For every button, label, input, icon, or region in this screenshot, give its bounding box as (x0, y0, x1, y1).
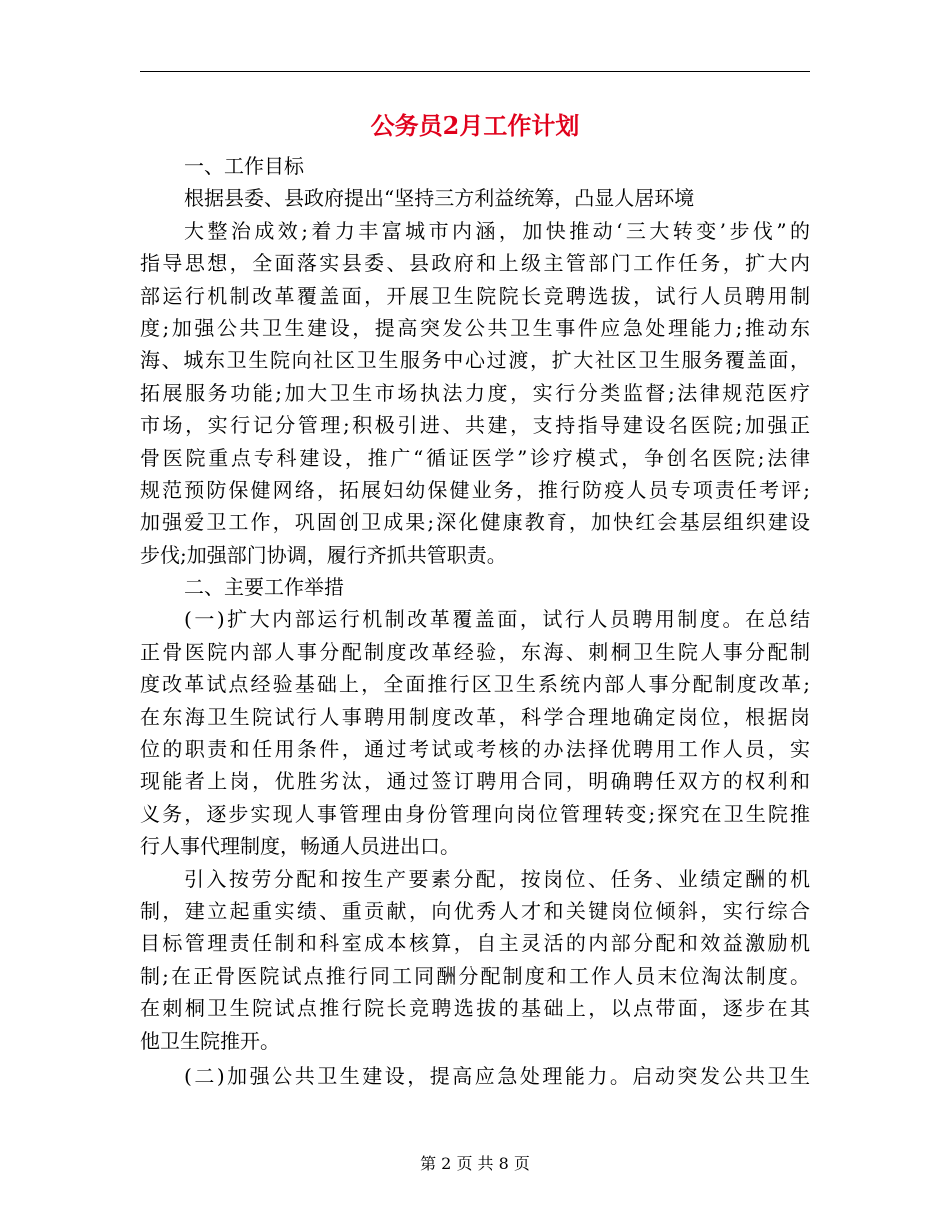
section-heading: 二、主要工作举措 (184, 575, 344, 600)
paragraph-line: 部运行机制改革覆盖面，开展卫生院院长竞聘选拔，试行人员聘用制 (140, 283, 810, 308)
paragraph-line: 度;加强公共卫生建设，提高突发公共卫生事件应急处理能力;推动东 (140, 315, 810, 340)
paragraph-line: 目标管理责任制和科室成本核算，自主灵活的内部分配和效益激励机 (140, 931, 810, 956)
paragraph-line: 引入按劳分配和按生产要素分配，按岗位、任务、业绩定酬的机 (184, 866, 810, 891)
paragraph-line: 度改革试点经验基础上，全面推行区卫生系统内部人事分配制度改革; (140, 672, 810, 697)
document-title: 公务员2月工作计划 (370, 111, 580, 140)
paragraph-line: (二)加强公共卫生建设，提高应急处理能力。启动突发公共卫生 (184, 1063, 810, 1088)
paragraph-line: 拓展服务功能;加大卫生市场执法力度，实行分类监督;法律规范医疗 (140, 380, 810, 405)
paragraph-line: 在东海卫生院试行人事聘用制度改革，科学合理地确定岗位，根据岗 (140, 704, 810, 729)
paragraph-line: 根据县委、县政府提出“坚持三方利益统筹，凸显人居环境 (184, 186, 695, 211)
document-body (140, 150, 810, 1092)
paragraph-line: 加强爱卫工作，巩固创卫成果;深化健康教育，加快红会基层组织建设 (140, 510, 810, 535)
paragraph-line: 义务，逐步实现人事管理由身份管理向岗位管理转变;探究在卫生院推 (140, 801, 810, 826)
paragraph-line: 海、城东卫生院向社区卫生服务中心过渡，扩大社区卫生服务覆盖面， (140, 348, 810, 373)
paragraph-line: 指导思想，全面落实县委、县政府和上级主管部门工作任务，扩大内 (140, 251, 810, 276)
paragraph-line: 骨医院重点专科建设，推广“循证医学”诊疗模式，争创名医院;法律 (140, 445, 810, 470)
paragraph-line: (一)扩大内部运行机制改革覆盖面，试行人员聘用制度。在总结 (184, 607, 810, 632)
paragraph-line: 制，建立起重实绩、重贡献，向优秀人才和关键岗位倾斜，实行综合 (140, 898, 810, 923)
header-rule (140, 71, 810, 72)
paragraph-line: 制;在正骨医院试点推行同工同酬分配制度和工作人员末位淘汰制度。 (140, 963, 810, 988)
page-number: 第 2 页 共 8 页 (420, 1154, 530, 1173)
paragraph-line: 规范预防保健网络，拓展妇幼保健业务，推行防疫人员专项责任考评; (140, 477, 810, 502)
paragraph-line: 行人事代理制度，畅通人员进出口。 (140, 834, 460, 859)
paragraph-line: 大整治成效;着力丰富城市内涵，加快推动‘三大转变’步伐”的 (184, 218, 810, 243)
paragraph-line: 位的职责和任用条件，通过考试或考核的办法择优聘用工作人员，实 (140, 737, 810, 762)
paragraph-line: 在刺桐卫生院试点推行院长竞聘选拔的基础上，以点带面，逐步在其 (140, 996, 810, 1021)
paragraph-line: 他卫生院推开。 (140, 1028, 280, 1053)
paragraph-line: 现能者上岗，优胜劣汰，通过签订聘用合同，明确聘任双方的权利和 (140, 769, 810, 794)
section-heading: 一、工作目标 (184, 154, 304, 178)
paragraph-line: 步伐;加强部门协调，履行齐抓共管职责。 (140, 542, 507, 567)
paragraph-line: 正骨医院内部人事分配制度改革经验，东海、刺桐卫生院人事分配制 (140, 639, 810, 664)
paragraph-line: 市场，实行记分管理;积极引进、共建，支持指导建设名医院;加强正 (140, 413, 810, 438)
